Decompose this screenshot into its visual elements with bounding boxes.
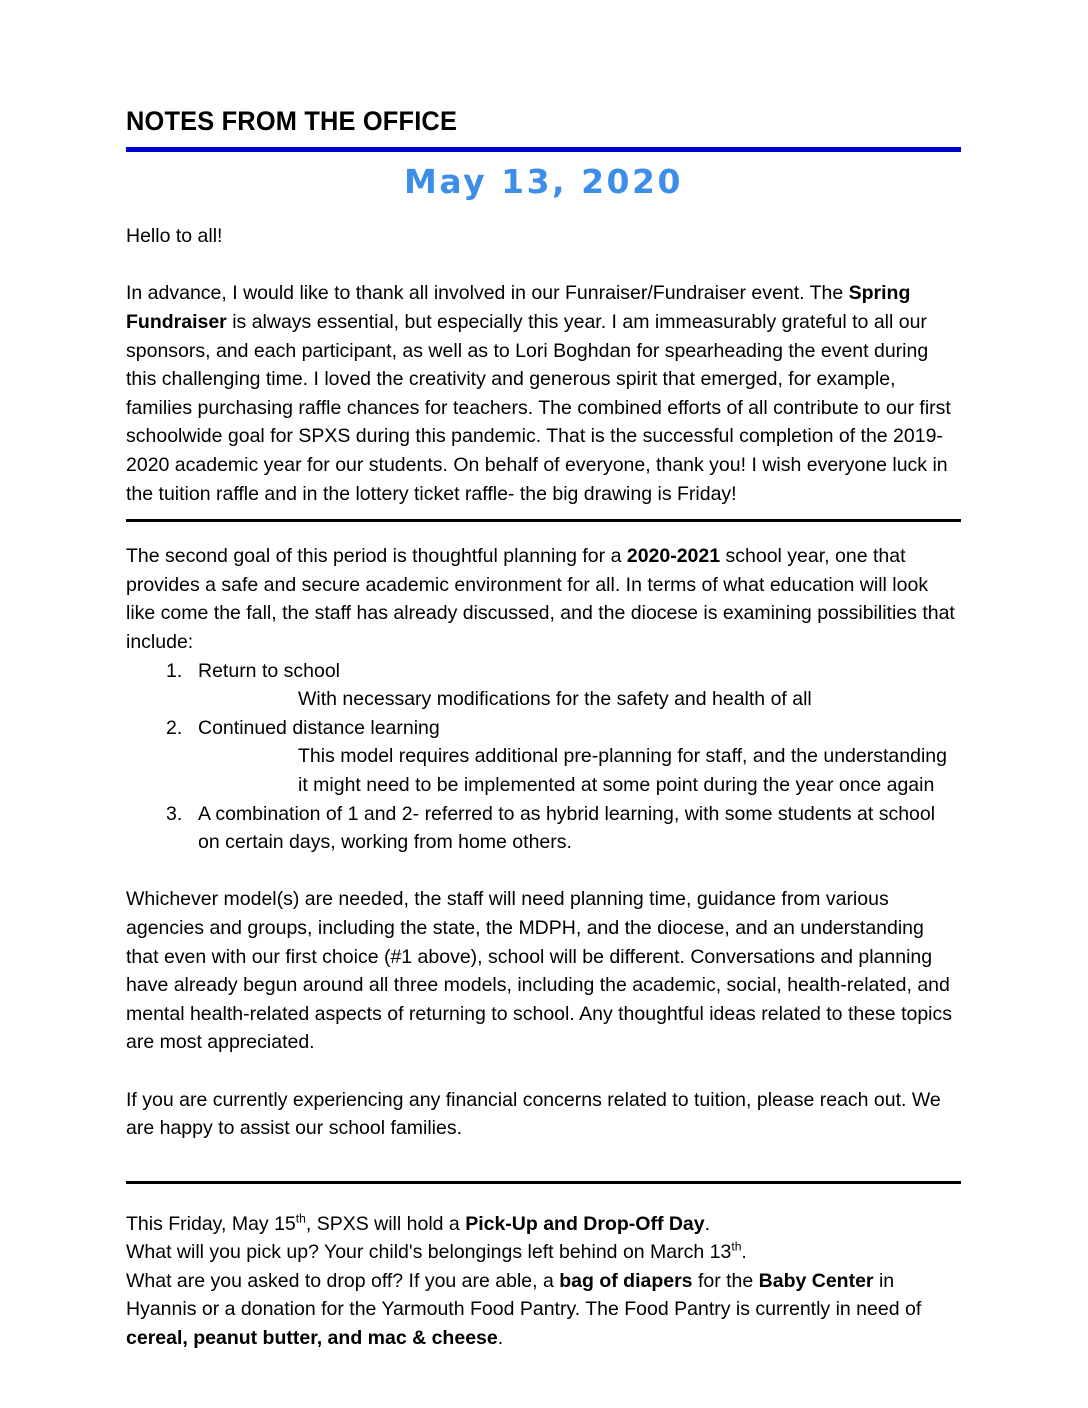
spring-fundraiser-bold: Spring Fundraiser (126, 282, 911, 334)
paragraph-spacer (126, 251, 961, 280)
food-items-bold: cereal, peanut butter, and mac & cheese (126, 1327, 498, 1350)
pickup-question-part-1: What will you pick up? Your child's belongings left behind on March 13 (126, 1241, 732, 1264)
pickup-text-part-2: , SPXS will hold a (305, 1212, 466, 1235)
divider-spacer-two (126, 1184, 961, 1210)
pickup-question-line (126, 1238, 961, 1267)
list-item-main: A combination of 1 and 2- referred to as hybrid learning, with some students at school on certain days, working from home others. (198, 802, 936, 854)
ordinal-suffix-march: th (731, 1239, 742, 1254)
school-year-bold: 2020-2021 (626, 545, 721, 568)
list-item (126, 714, 961, 800)
list-item-sub: With necessary modifications for the safety and health of all (298, 688, 812, 711)
page-title: NOTES FROM THE OFFICE (126, 106, 458, 136)
second-goal-paragraph (126, 542, 961, 656)
models-spacer (126, 1057, 961, 1086)
list-item-sub: This model requires additional pre-planning for staff, and the understanding it might need to be implemented at some point during the year once again (298, 745, 947, 796)
second-goal-text-part-1: The second goal of this period is thoughtful planning for a (126, 545, 627, 568)
thank-you-paragraph (126, 279, 961, 508)
greeting-text: Hello to all! (126, 225, 223, 248)
header-blue-rule (126, 147, 961, 152)
list-item-main: Continued distance learning (198, 716, 440, 739)
thanks-text-part-2: is always essential, but especially this year. I am immeasurably grateful to all our sponsors, and each participant, as well as to Lori Boghdan for spearheading the event during this challenging time. I loved the creativity and generous spirit that emerged, for example, families purchasing raffle chances for teachers. The combined efforts of all contribute to our first schoolwide goal for SPXS during this pandemic. That is the successful completion of the 2019-2020 academic year for our students. On behalf of everyone, thank you! I wish everyone luck in the tuition raffle and in the lottery ticket raffle- the big drawing is Friday! (126, 311, 951, 505)
dropoff-part-3: in Hyannis or a donation for the Yarmouth Food Pantry. The Food Pantry is currently in need of (126, 1269, 922, 1321)
pickup-dropoff-day-bold: Pick-Up and Drop-Off Day (465, 1212, 705, 1235)
divider-spacer-one (126, 522, 961, 542)
bag-of-diapers-bold: bag of diapers (559, 1269, 693, 1292)
list-item (126, 800, 961, 857)
second-goal-text-part-2: school year, one that provides a safe and secure academic environment for all. In terms of what education will look like come the fall, the staff has already discussed, and the diocese is examining possibilities that include: (126, 545, 955, 654)
list-spacer (126, 857, 961, 886)
possibilities-list (126, 657, 961, 857)
financial-assistance-paragraph: If you are currently experiencing any financial concerns related to tuition, please reach out. We are happy to assist our school families. (126, 1088, 941, 1140)
document-content (126, 0, 961, 1353)
pickup-question-part-2: . (741, 1241, 747, 1264)
document-date: May 13, 2020 (404, 162, 683, 201)
list-item-main: Return to school (198, 659, 340, 682)
pickup-text-part-1: This Friday, May 15 (126, 1212, 296, 1235)
ordinal-suffix-may: th (295, 1211, 306, 1226)
dropoff-part-1: What are you asked to drop off? If you are able, a (126, 1269, 560, 1292)
pickup-day-line (126, 1210, 961, 1239)
dropoff-part-4: . (497, 1327, 504, 1350)
list-item (126, 657, 961, 714)
dropoff-question-line (126, 1267, 961, 1353)
thanks-text-part-1: In advance, I would like to thank all involved in our Funraiser/Fundraiser event. The (126, 282, 849, 305)
pickup-text-part-3: . (704, 1212, 711, 1235)
models-paragraph: Whichever model(s) are needed, the staff will need planning time, guidance from various agencies and groups, including the state, the MDPH, and the diocese, and an understanding that even with our first choice (#1 above), school will be different. Conversations and planning have already begun around all three models, including the academic, social, health-related, and mental health-related aspects of returning to school. Any thoughtful ideas related to these topics are most appreciated. (126, 888, 953, 1054)
dropoff-part-2: for the (692, 1269, 759, 1292)
baby-center-bold: Baby Center (758, 1269, 874, 1292)
